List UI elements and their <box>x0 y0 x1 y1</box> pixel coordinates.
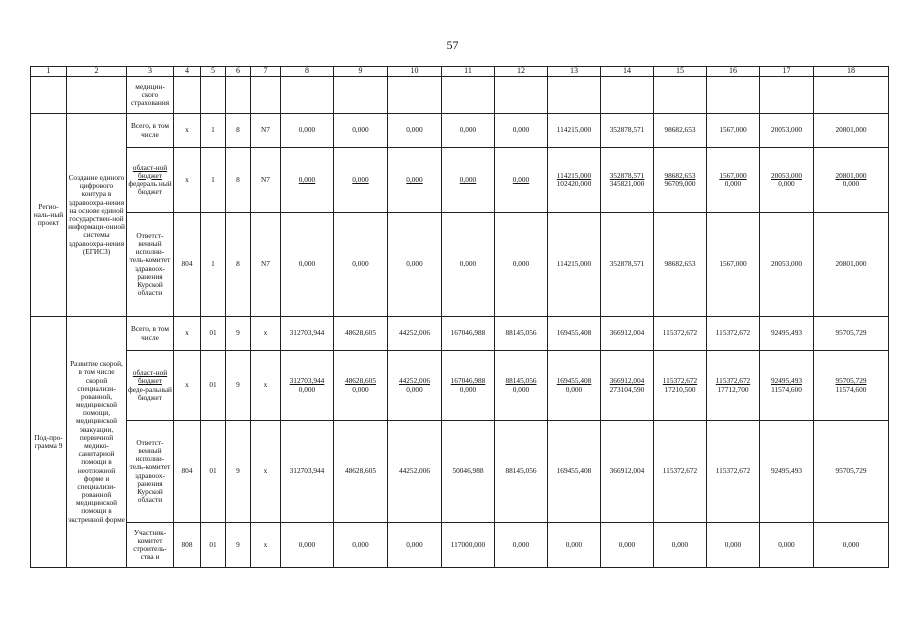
cell-line-regional: 115372,672 <box>715 376 751 386</box>
value-cell <box>388 148 442 213</box>
code-cell: N7 <box>251 114 281 148</box>
value-cell: 48628,605 <box>334 317 388 351</box>
value-cell: 0,000 <box>281 523 334 568</box>
value-cell: 312703,944 <box>281 421 334 523</box>
value-cell: 0,000 <box>654 523 707 568</box>
table-row <box>31 77 889 114</box>
header-cell: 12 <box>495 67 548 77</box>
value-cell: 366912,004 <box>601 317 654 351</box>
cell-line-federal: 102420,000 <box>556 179 592 188</box>
cell-line-federal: 273104,590 <box>609 384 645 394</box>
value-cell <box>388 351 442 421</box>
code-cell: 804 <box>174 421 201 523</box>
header-cell: 13 <box>548 67 601 77</box>
funding-source-cell: Ответст-венный исполни-тель-комитет здравоох-ранения Курской области <box>127 421 174 523</box>
cell-line-regional: 366912,004 <box>609 376 645 386</box>
table-cell <box>251 77 281 114</box>
value-cell: 0,000 <box>388 213 442 317</box>
code-cell: х <box>251 317 281 351</box>
value-cell <box>495 148 548 213</box>
value-cell: 92495,493 <box>760 317 814 351</box>
cell-line-regional: 92495,493 <box>770 376 802 386</box>
table-row <box>31 114 889 148</box>
value-cell: 20801,000 <box>814 114 889 148</box>
table-row <box>31 317 889 351</box>
value-cell <box>760 148 814 213</box>
header-cell: 18 <box>814 67 889 77</box>
cell-line-federal: 17210,500 <box>664 384 696 394</box>
header-cell: 1 <box>31 67 67 77</box>
code-cell: 8 <box>226 114 251 148</box>
code-cell: 9 <box>226 421 251 523</box>
code-cell: х <box>174 317 201 351</box>
value-cell: 366912,004 <box>601 421 654 523</box>
cell-line-federal: федераль ный бюджет <box>128 179 172 197</box>
value-cell <box>654 351 707 421</box>
funding-source-cell <box>127 351 174 421</box>
code-cell: 1 <box>201 148 226 213</box>
value-cell: 92495,493 <box>760 421 814 523</box>
value-cell <box>548 351 601 421</box>
value-cell: 0,000 <box>495 213 548 317</box>
value-cell: 114215,000 <box>548 213 601 317</box>
value-cell: 115372,672 <box>707 317 760 351</box>
table-cell <box>601 77 654 114</box>
header-row <box>31 67 889 77</box>
value-cell <box>707 351 760 421</box>
value-cell: 0,000 <box>334 523 388 568</box>
cell-line-regional: 20801,000 <box>835 170 867 180</box>
code-cell: х <box>174 351 201 421</box>
table-cell <box>548 77 601 114</box>
cell-line-regional: 88145,056 <box>505 376 537 386</box>
table-cell <box>442 77 495 114</box>
table-cell <box>760 77 814 114</box>
code-cell: х <box>174 148 201 213</box>
value-cell: 169455,408 <box>548 421 601 523</box>
cell-line-federal: 17712,700 <box>717 384 749 394</box>
cell-line-federal: 0,000 <box>406 384 423 394</box>
value-cell <box>814 351 889 421</box>
value-cell <box>442 148 495 213</box>
value-cell <box>814 148 889 213</box>
header-cell: 17 <box>760 67 814 77</box>
cell-line-regional: 98682,653 <box>664 170 696 180</box>
cell-line-federal: 11574,600 <box>835 384 867 394</box>
table-row <box>31 213 889 317</box>
table-body <box>31 67 889 568</box>
value-cell <box>601 148 654 213</box>
cell-line-federal: 0,000 <box>724 179 742 188</box>
cell-line-regional: 44252,006 <box>398 376 430 386</box>
table-cell <box>334 77 388 114</box>
cell-line-federal: 0,000 <box>565 384 583 394</box>
value-cell <box>495 351 548 421</box>
header-cell: 11 <box>442 67 495 77</box>
value-cell: 1567,000 <box>707 213 760 317</box>
value-cell: 0,000 <box>334 114 388 148</box>
program-type-cell: Регио-наль-ный проект <box>31 114 67 317</box>
value-cell: 115372,672 <box>707 421 760 523</box>
table-row <box>31 148 889 213</box>
header-cell: 3 <box>127 67 174 77</box>
cell-line-regional: 115372,672 <box>662 376 698 386</box>
code-cell: 804 <box>174 213 201 317</box>
code-cell: 8 <box>226 213 251 317</box>
table-cell <box>388 77 442 114</box>
program-type-cell: Под-про-грамма 9 <box>31 317 67 568</box>
cell-line-regional: 1567,000 <box>719 170 747 180</box>
header-cell: 2 <box>67 67 127 77</box>
table-row <box>31 351 889 421</box>
value-cell <box>601 351 654 421</box>
value-cell: 0,000 <box>495 114 548 148</box>
executor-cell: медицин-ского страхования <box>127 77 174 114</box>
value-cell: 167046,988 <box>442 317 495 351</box>
value-cell: 0,000 <box>442 114 495 148</box>
cell-line-regional: 95705,729 <box>835 376 867 386</box>
code-cell: 9 <box>226 523 251 568</box>
value-cell <box>281 148 334 213</box>
cell-line-federal: 0,000 <box>778 179 795 188</box>
table-cell <box>814 77 889 114</box>
value-cell <box>334 148 388 213</box>
cell-line-regional: област-ной бюджет <box>132 162 168 180</box>
value-cell: 88145,056 <box>495 317 548 351</box>
value-cell: 50046,988 <box>442 421 495 523</box>
table-cell <box>281 77 334 114</box>
header-cell: 14 <box>601 67 654 77</box>
header-cell: 8 <box>281 67 334 77</box>
cell-line-regional: 0,000 <box>459 174 477 184</box>
cell-line-regional: 169455,408 <box>556 376 592 386</box>
code-cell: х <box>251 421 281 523</box>
code-cell: х <box>174 114 201 148</box>
table-row <box>31 523 889 568</box>
cell-line-federal: 0,000 <box>352 384 369 394</box>
table-cell <box>226 77 251 114</box>
value-cell <box>442 351 495 421</box>
header-cell: 9 <box>334 67 388 77</box>
table-cell <box>201 77 226 114</box>
cell-line-federal: 0,000 <box>298 384 316 394</box>
value-cell <box>707 148 760 213</box>
cell-line-federal: 0,000 <box>512 384 530 394</box>
value-cell: 0,000 <box>334 213 388 317</box>
table-cell <box>31 77 67 114</box>
cell-line-regional: област-ной бюджет <box>132 368 168 386</box>
value-cell: 0,000 <box>388 114 442 148</box>
table-cell <box>654 77 707 114</box>
code-cell: 01 <box>201 523 226 568</box>
program-name-cell: Создание единого цифрового контура в здравоохра-нения на основе единой государствен-ной информаци-онной системы здравоохра-нения (ЕГИСЗ) <box>67 114 127 317</box>
value-cell: 44252,006 <box>388 317 442 351</box>
cell-line-regional: 0,000 <box>512 174 530 184</box>
value-cell: 0,000 <box>442 213 495 317</box>
code-cell: 1 <box>201 114 226 148</box>
value-cell: 0,000 <box>281 114 334 148</box>
value-cell: 352878,571 <box>601 114 654 148</box>
table-cell <box>67 77 127 114</box>
value-cell: 312703,944 <box>281 317 334 351</box>
value-cell: 115372,672 <box>654 421 707 523</box>
cell-line-regional: 352878,571 <box>609 170 645 180</box>
table-cell <box>495 77 548 114</box>
funding-source-cell <box>127 148 174 213</box>
cell-line-federal: 0,000 <box>459 384 477 394</box>
value-cell: 0,000 <box>601 523 654 568</box>
code-cell: 01 <box>201 421 226 523</box>
value-cell: 114215,000 <box>548 114 601 148</box>
value-cell <box>334 351 388 421</box>
value-cell: 98682,653 <box>654 114 707 148</box>
table-row <box>31 421 889 523</box>
cell-line-federal: 0,000 <box>842 179 860 188</box>
header-cell: 6 <box>226 67 251 77</box>
value-cell: 95705,729 <box>814 317 889 351</box>
value-cell: 0,000 <box>814 523 889 568</box>
table-cell <box>174 77 201 114</box>
value-cell: 1567,000 <box>707 114 760 148</box>
table-cell <box>707 77 760 114</box>
program-name-cell: Развитие скорой, в том числе скорой специализи-рованной, медицинской помощи, медицинской эвакуации, первичной медико-санитарной помощи в неотложной форме и специализи-рованной медицинской помощи в экстренной форме <box>67 317 127 568</box>
value-cell: 0,000 <box>495 523 548 568</box>
cell-line-regional: 167046,988 <box>450 376 486 386</box>
funding-source-cell: Ответст-венный исполни-тель-комитет здравоох-ранения Курской области <box>127 213 174 317</box>
cell-line-regional: 48628,605 <box>344 376 376 386</box>
code-cell: х <box>251 351 281 421</box>
header-cell: 5 <box>201 67 226 77</box>
value-cell: 48628,605 <box>334 421 388 523</box>
cell-line-federal: 345821,000 <box>609 179 645 188</box>
value-cell: 169455,408 <box>548 317 601 351</box>
value-cell: 95705,729 <box>814 421 889 523</box>
value-cell: 0,000 <box>707 523 760 568</box>
cell-line-regional: 114215,000 <box>556 170 592 180</box>
funding-source-cell: Всего, в том числе <box>127 114 174 148</box>
cell-line-regional: 0,000 <box>406 174 423 184</box>
cell-line-regional: 0,000 <box>298 174 316 184</box>
header-cell: 15 <box>654 67 707 77</box>
value-cell <box>654 148 707 213</box>
code-cell: 9 <box>226 351 251 421</box>
code-cell: 01 <box>201 351 226 421</box>
code-cell: 9 <box>226 317 251 351</box>
funding-source-cell: Участник-комитет строитель-ства и <box>127 523 174 568</box>
cell-line-federal: феде-ральный бюджет <box>128 384 172 402</box>
value-cell: 0,000 <box>760 523 814 568</box>
value-cell: 20801,000 <box>814 213 889 317</box>
code-cell: N7 <box>251 213 281 317</box>
code-cell: 8 <box>226 148 251 213</box>
cell-line-regional: 0,000 <box>352 174 369 184</box>
value-cell: 98682,653 <box>654 213 707 317</box>
code-cell: N7 <box>251 148 281 213</box>
value-cell: 0,000 <box>281 213 334 317</box>
page-number: 57 <box>446 38 459 52</box>
code-cell: 01 <box>201 317 226 351</box>
header-cell: 10 <box>388 67 442 77</box>
code-cell: х <box>251 523 281 568</box>
value-cell: 88145,056 <box>495 421 548 523</box>
code-cell: 1 <box>201 213 226 317</box>
value-cell: 0,000 <box>388 523 442 568</box>
cell-line-regional: 20053,000 <box>770 170 802 180</box>
value-cell: 117000,000 <box>442 523 495 568</box>
header-cell: 4 <box>174 67 201 77</box>
code-cell: 808 <box>174 523 201 568</box>
value-cell: 20053,000 <box>760 114 814 148</box>
value-cell <box>548 148 601 213</box>
value-cell <box>281 351 334 421</box>
budget-table <box>30 66 889 568</box>
cell-line-regional: 312703,944 <box>289 376 325 386</box>
header-cell: 16 <box>707 67 760 77</box>
value-cell: 44252,006 <box>388 421 442 523</box>
cell-line-federal: 96709,000 <box>664 179 696 188</box>
funding-source-cell: Всего, в том числе <box>127 317 174 351</box>
value-cell: 20053,000 <box>760 213 814 317</box>
value-cell <box>760 351 814 421</box>
value-cell: 115372,672 <box>654 317 707 351</box>
value-cell: 0,000 <box>548 523 601 568</box>
header-cell: 7 <box>251 67 281 77</box>
cell-line-federal: 11574,600 <box>771 384 802 394</box>
value-cell: 352878,571 <box>601 213 654 317</box>
